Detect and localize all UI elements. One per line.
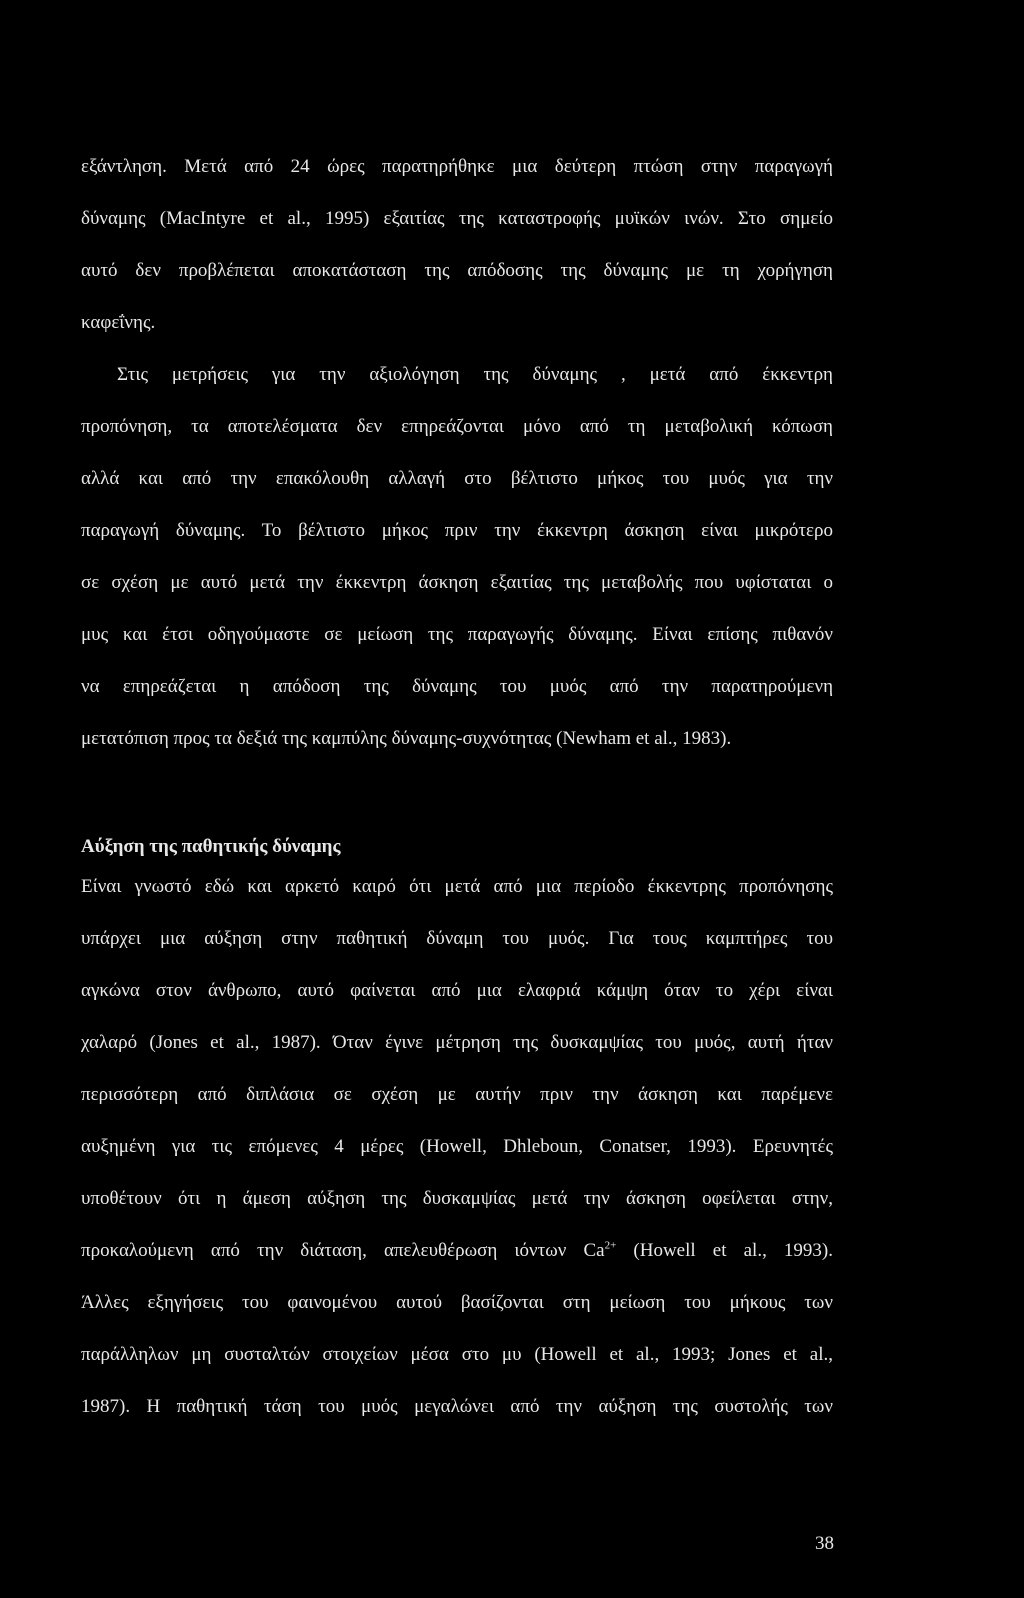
section-heading: Αύξηση της παθητικής δύναμης: [81, 836, 341, 857]
paragraph-3-line-8: [81, 1239, 833, 1263]
paragraph-2-line-1: Στις μετρήσεις για την αξιολόγηση της δύναμης , μετά από έκκεντρη: [117, 364, 833, 385]
paragraph-2-line-6: μυς και έτσι οδηγούμαστε σε μείωση της παραγωγής δύναμης. Είναι επίσης πιθανόν: [81, 624, 833, 645]
paragraph-1-line-4: καφεΐνης.: [81, 312, 156, 333]
page-number: 38: [815, 1533, 834, 1554]
ca-text: προκαλούμενη από την διάταση, απελευθέρωση ιόντων Ca: [81, 1240, 605, 1261]
paragraph-2-line-7: να επηρεάζεται η απόδοση της δύναμης του μυός από την παρατηρούμενη: [81, 676, 833, 697]
paragraph-3-line-2: υπάρχει μια αύξηση στην παθητική δύναμη του μυός. Για τους καμπτήρες του: [81, 928, 833, 949]
paragraph-3-line-11: 1987). Η παθητική τάση του μυός μεγαλώνει από την αύξηση της συστολής των: [81, 1396, 833, 1417]
paragraph-3-line-5: περισσότερη από διπλάσια σε σχέση με αυτήν πριν την άσκηση και παρέμενε: [81, 1084, 833, 1105]
paragraph-2-line-3: αλλά και από την επακόλουθη αλλαγή στο βέλτιστο μήκος του μυός για την: [81, 468, 833, 489]
paragraph-3-line-7: υποθέτουν ότι η άμεση αύξηση της δυσκαμψίας μετά την άσκηση οφείλεται στην,: [81, 1188, 833, 1209]
paragraph-3-line-10: παράλληλων μη συσταλτών στοιχείων μέσα στο μυ (Howell et al., 1993; Jones et al.,: [81, 1344, 833, 1365]
paragraph-3-line-3: αγκώνα στον άνθρωπο, αυτό φαίνεται από μια ελαφριά κάμψη όταν το χέρι είναι: [81, 980, 833, 1001]
citation-text: (Howell et al., 1993).: [616, 1240, 834, 1261]
paragraph-3-line-4: χαλαρό (Jones et al., 1987). Όταν έγινε μέτρηση της δυσκαμψίας του μυός, αυτή ήταν: [81, 1032, 833, 1053]
paragraph-2-line-4: παραγωγή δύναμης. Το βέλτιστο μήκος πριν την έκκεντρη άσκηση είναι μικρότερο: [81, 520, 833, 541]
paragraph-3-line-6: αυξημένη για τις επόμενες 4 μέρες (Howell, Dhleboun, Conatser, 1993). Ερευνητές: [81, 1136, 833, 1157]
paragraph-2-line-8: μετατόπιση προς τα δεξιά της καμπύλης δύναμης-συχνότητας (Newham et al., 1983).: [81, 728, 732, 749]
paragraph-1-line-1: εξάντληση. Μετά από 24 ώρες παρατηρήθηκε μια δεύτερη πτώση στην παραγωγή: [81, 156, 833, 177]
ca-superscript: 2+: [604, 1239, 617, 1252]
paragraph-2-line-2: προπόνηση, τα αποτελέσματα δεν επηρεάζονται μόνο από τη μεταβολική κόπωση: [81, 416, 833, 437]
paragraph-2-line-5: σε σχέση με αυτό μετά την έκκεντρη άσκηση εξαιτίας της μεταβολής που υφίσταται ο: [81, 572, 833, 593]
paragraph-1-line-2: δύναμης (MacIntyre et al., 1995) εξαιτίας της καταστροφής μυϊκών ινών. Στο σημείο: [81, 208, 833, 229]
paragraph-3-line-1: Είναι γνωστό εδώ και αρκετό καιρό ότι μετά από μια περίοδο έκκεντρης προπόνησης: [81, 876, 833, 897]
paragraph-1-line-3: αυτό δεν προβλέπεται αποκατάσταση της απόδοσης της δύναμης με τη χορήγηση: [81, 260, 833, 281]
paragraph-3-line-9: Άλλες εξηγήσεις του φαινομένου αυτού βασίζονται στη μείωση του μήκους των: [81, 1292, 833, 1313]
